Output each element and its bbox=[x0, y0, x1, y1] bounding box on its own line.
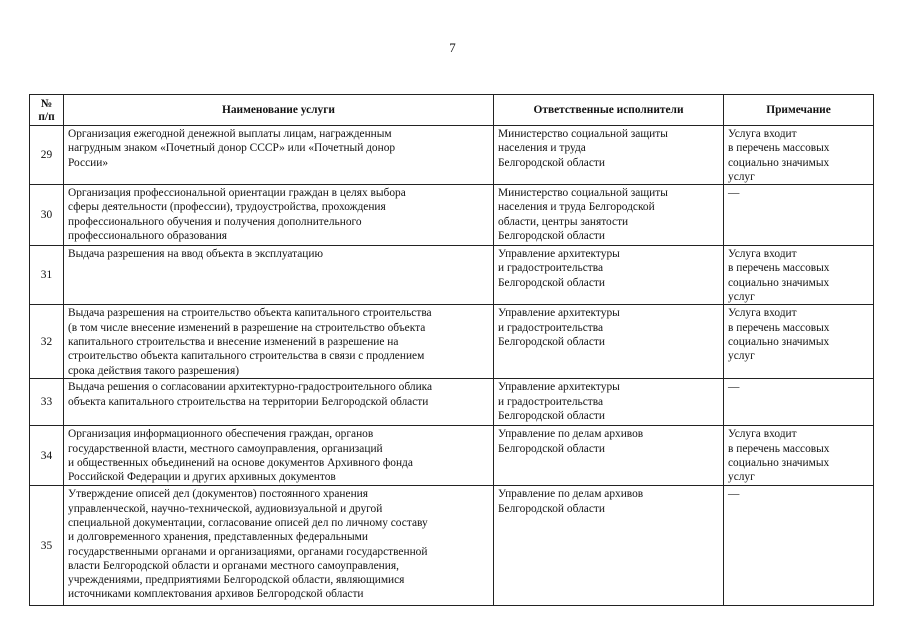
table-row bbox=[30, 305, 874, 379]
table-row bbox=[30, 486, 874, 606]
responsible-executors: Управление архитектуры и градостроительства Белгородской области bbox=[494, 379, 724, 426]
service-name: Выдача разрешения на строительство объекта капитального строительства (в том числе внесение изменений в разрешение на строительство объекта капитального строительства и внесение изменений в разрешение на строительство объекта капитального строительства в связи с продлением срока действия такого разрешения) bbox=[64, 305, 494, 379]
service-name: Организация профессиональной ориентации граждан в целях выбора сферы деятельности (профессии), трудоустройства, прохождения профессионального обучения и получения дополнительного профессионального образования bbox=[64, 185, 494, 246]
header-num: № п/п bbox=[30, 95, 64, 126]
service-name: Выдача решения о согласовании архитектурно-градостроительного облика объекта капитального строительства на территории Белгородской области bbox=[64, 379, 494, 426]
note: — bbox=[724, 379, 874, 426]
note: — bbox=[724, 486, 874, 606]
service-name: Выдача разрешения на ввод объекта в эксплуатацию bbox=[64, 246, 494, 305]
row-number: 31 bbox=[30, 246, 64, 305]
note: Услуга входит в перечень массовых социально значимых услуг bbox=[724, 426, 874, 486]
service-name: Организация ежегодной денежной выплаты лицам, награжденным нагрудным знаком «Почетный донор СССР» или «Почетный донор России» bbox=[64, 126, 494, 185]
table-row bbox=[30, 246, 874, 305]
note: Услуга входит в перечень массовых социально значимых услуг bbox=[724, 305, 874, 379]
note: — bbox=[724, 185, 874, 246]
row-number: 35 bbox=[30, 486, 64, 606]
header-note: Примечание bbox=[724, 95, 874, 126]
service-name: Организация информационного обеспечения граждан, органов государственной власти, местного самоуправления, организаций и общественных объединений на основе документов Архивного фонда Российской Федерации и других архивных документов bbox=[64, 426, 494, 486]
services-table bbox=[29, 94, 874, 606]
table-row bbox=[30, 426, 874, 486]
responsible-executors: Министерство социальной защиты населения и труда Белгородской области, центры занятости Белгородской области bbox=[494, 185, 724, 246]
row-number: 33 bbox=[30, 379, 64, 426]
note: Услуга входит в перечень массовых социально значимых услуг bbox=[724, 246, 874, 305]
row-number: 34 bbox=[30, 426, 64, 486]
responsible-executors: Управление архитектуры и градостроительства Белгородской области bbox=[494, 246, 724, 305]
responsible-executors: Министерство социальной защиты населения и труда Белгородской области bbox=[494, 126, 724, 185]
table-header-row bbox=[30, 95, 874, 126]
header-service-name: Наименование услуги bbox=[64, 95, 494, 126]
header-executors: Ответственные исполнители bbox=[494, 95, 724, 126]
responsible-executors: Управление архитектуры и градостроительства Белгородской области bbox=[494, 305, 724, 379]
table-row bbox=[30, 379, 874, 426]
row-number: 32 bbox=[30, 305, 64, 379]
table-row bbox=[30, 185, 874, 246]
row-number: 30 bbox=[30, 185, 64, 246]
table-row bbox=[30, 126, 874, 185]
responsible-executors: Управление по делам архивов Белгородской области bbox=[494, 426, 724, 486]
page-number: 7 bbox=[449, 40, 456, 55]
responsible-executors: Управление по делам архивов Белгородской области bbox=[494, 486, 724, 606]
note: Услуга входит в перечень массовых социально значимых услуг bbox=[724, 126, 874, 185]
service-name: Утверждение описей дел (документов) постоянного хранения управленческой, научно-технической, аудиовизуальной и другой специальной документации, согласование описей дел по личному составу и долговременного хранения, представленных федеральными государственными органами и организациями, органами государственной власти Белгородской области и органами местного самоуправления, учреждениями, предприятиями Белгородской области, являющимися источниками комплектования архивов Белгородской области bbox=[64, 486, 494, 606]
row-number: 29 bbox=[30, 126, 64, 185]
